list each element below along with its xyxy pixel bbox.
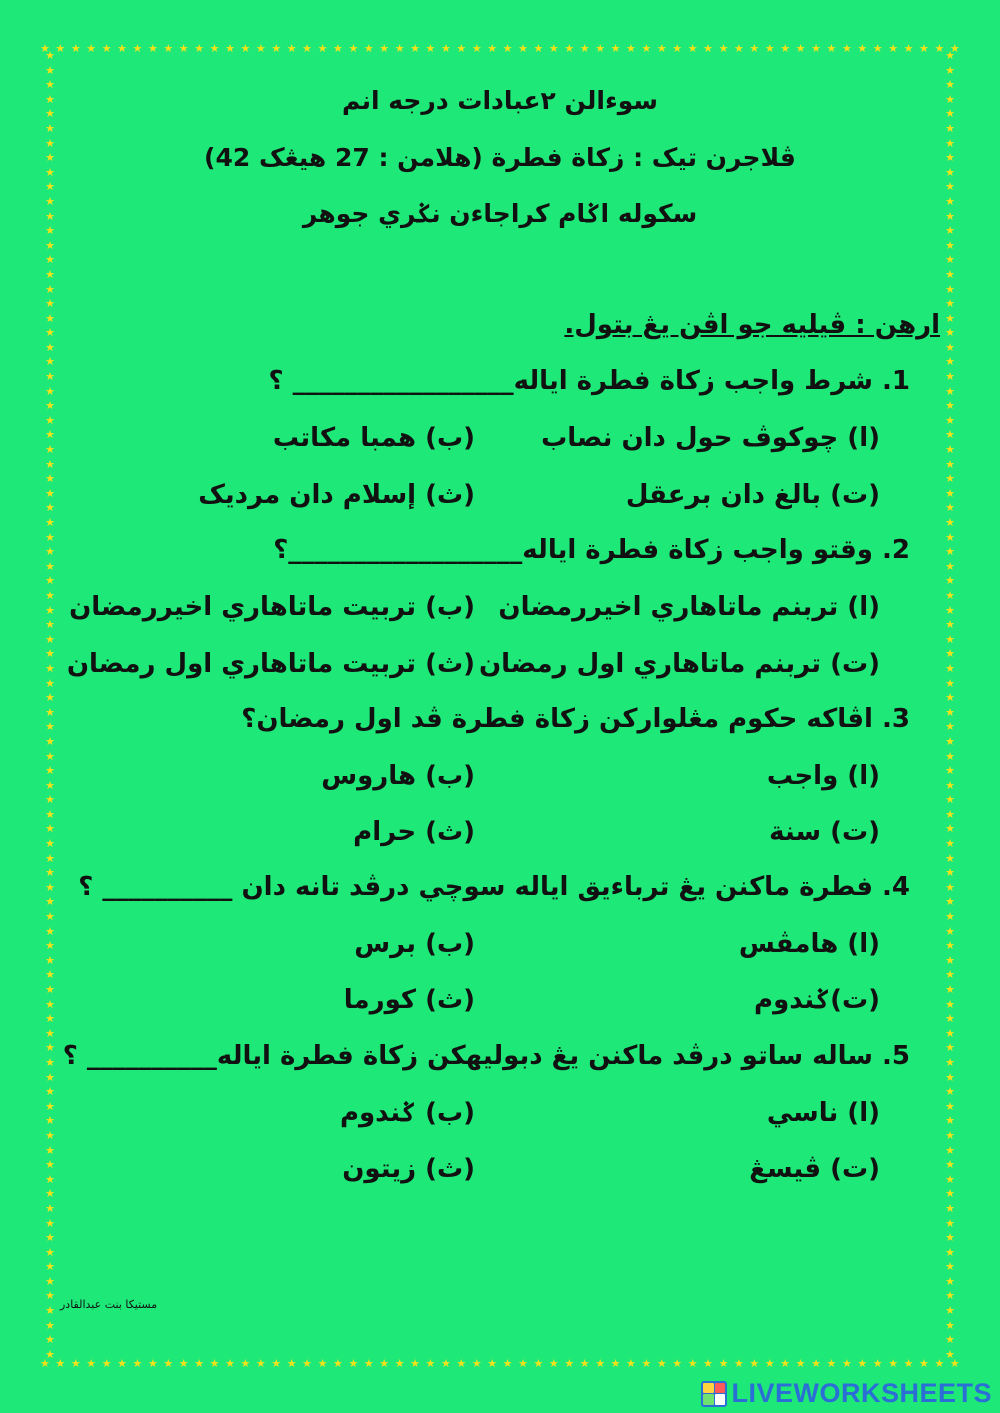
question-4: 4. فطرة ماكنن يڠ ترباءيق اياله سوچي درڤد تانه دان __________ ؟: [78, 872, 910, 902]
q4-option-d[interactable]: (ث) كورما: [343, 985, 475, 1015]
instruction: ارهن : ڤيليه جو اڤن يڠ بتول.: [564, 310, 940, 340]
brand-footer[interactable]: [701, 1378, 992, 1409]
q5-option-c[interactable]: (ت) ڤيسڠ: [749, 1154, 880, 1184]
q3-option-c[interactable]: (ت) سنة: [769, 817, 880, 847]
q3-option-b[interactable]: (ب) هاروس: [321, 761, 475, 791]
star-border-top: ★ ★ ★ ★ ★ ★ ★ ★ ★ ★ ★ ★ ★ ★ ★ ★ ★ ★ ★ ★ ★ ★ ★ ★ ★ ★ ★ ★ ★ ★ ★ ★ ★ ★ ★ ★ ★ ★ ★ ★ ★ ★ ★ ★ ★ ★ ★ ★ ★ ★ ★ ★ ★ ★ ★ ★ ★ ★ ★ ★: [40, 41, 960, 55]
author-name: مستيكا بنت عبدالقادر: [60, 1298, 158, 1311]
star-border-bottom: ★ ★ ★ ★ ★ ★ ★ ★ ★ ★ ★ ★ ★ ★ ★ ★ ★ ★ ★ ★ ★ ★ ★ ★ ★ ★ ★ ★ ★ ★ ★ ★ ★ ★ ★ ★ ★ ★ ★ ★ ★ ★ ★ ★ ★ ★ ★ ★ ★ ★ ★ ★ ★ ★ ★ ★ ★ ★ ★ ★: [40, 1356, 960, 1370]
q4-option-c[interactable]: (ت)ݢندوم: [754, 985, 880, 1015]
star-border-right: ★ ★ ★ ★ ★ ★ ★ ★ ★ ★ ★ ★ ★ ★ ★ ★ ★ ★ ★ ★ ★ ★ ★ ★ ★ ★ ★ ★ ★ ★ ★ ★ ★ ★ ★ ★ ★ ★ ★ ★ ★ ★ ★ ★ ★ ★ ★ ★ ★ ★ ★ ★ ★ ★ ★ ★ ★ ★ ★ ★ ★ ★ ★ ★ ★ ★ ★ ★ ★ ★ ★ ★ ★ ★ ★ ★ ★ ★ ★ ★ ★ ★ ★ ★ ★ ★ ★ ★ ★ ★: [945, 49, 955, 1361]
star-border-left: ★ ★ ★ ★ ★ ★ ★ ★ ★ ★ ★ ★ ★ ★ ★ ★ ★ ★ ★ ★ ★ ★ ★ ★ ★ ★ ★ ★ ★ ★ ★ ★ ★ ★ ★ ★ ★ ★ ★ ★ ★ ★ ★ ★ ★ ★ ★ ★ ★ ★ ★ ★ ★ ★ ★ ★ ★ ★ ★ ★ ★ ★ ★ ★ ★ ★ ★ ★ ★ ★ ★ ★ ★ ★ ★ ★ ★ ★ ★ ★ ★ ★ ★ ★ ★ ★ ★ ★ ★ ★: [45, 49, 55, 1361]
q3-option-d[interactable]: (ث) حرام: [353, 817, 475, 847]
liveworksheets-logo-icon: [701, 1381, 727, 1407]
q5-option-b[interactable]: (ب) ݢندوم: [339, 1098, 475, 1128]
q1-option-b[interactable]: (ب) همبا مكاتب: [272, 423, 475, 453]
q1-option-c[interactable]: (ت) بالغ دان برعقل: [625, 480, 880, 510]
q1-option-d[interactable]: (ث) إسلام دان مرديک: [198, 480, 475, 510]
question-1: 1. شرط واجب زكاة فطرة اياله_________________ ؟: [268, 366, 910, 396]
q4-option-b[interactable]: (ب) برس: [354, 929, 475, 959]
q3-option-a[interactable]: (ا) واجب: [766, 761, 880, 791]
question-3: 3. اڤاكه حكوم مڠلواركن زكاة فطرة ڤد اول رمضان؟: [241, 704, 910, 734]
q2-option-b[interactable]: (ب) تربيت ماتاهاري اخيررمضان: [69, 592, 475, 622]
q2-option-d[interactable]: (ث) تربيت ماتاهاري اول رمضان: [66, 649, 475, 679]
q5-option-a[interactable]: (ا) ناسي: [766, 1098, 880, 1128]
q1-option-a[interactable]: (ا) چوكوڤ حول دان نصاب: [541, 423, 880, 453]
worksheet-title: سوءالن ٢عبادات درجه انم: [341, 86, 659, 115]
q2-option-a[interactable]: (ا) تربنم ماتاهاري اخيررمضان: [498, 592, 880, 622]
q2-option-c[interactable]: (ت) تربنم ماتاهاري اول رمضان: [478, 649, 880, 679]
school-name: سکوله اݢام كراجاءن نݢري جوهر: [302, 199, 698, 228]
q5-option-d[interactable]: (ث) زيتون: [342, 1154, 475, 1184]
brand-name: LIVEWORKSHEETS: [731, 1378, 992, 1408]
question-2: 2. وقتو واجب زكاة فطرة اياله__________________؟: [273, 535, 910, 565]
worksheet-topic: ڤلاجرن تيک : زكاة فطرة (هلامن : 27 هيڠک 42): [204, 143, 796, 172]
q4-option-a[interactable]: (ا) هامڤس: [738, 929, 880, 959]
question-5: 5. ساله ساتو درڤد ماكنن يڠ دبولیهكن زكاة فطرة اياله__________ ؟: [62, 1041, 910, 1071]
